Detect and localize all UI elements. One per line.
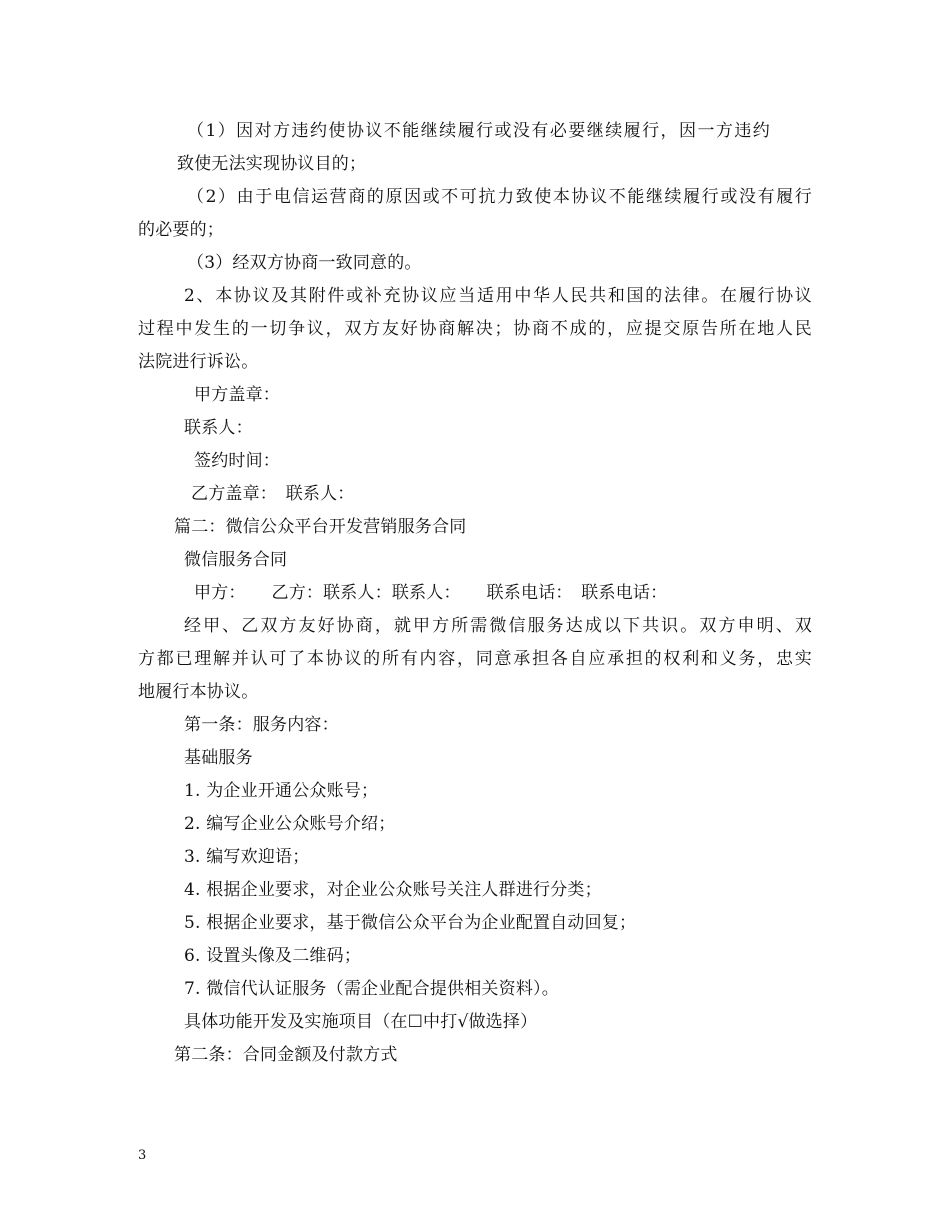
text-line: （2）由于电信运营商的原因或不可抗力致使本协议不能继续履行或没有履行 [187, 187, 812, 207]
text-line: 甲方盖章： [194, 385, 280, 405]
text-line: 经甲、乙双方友好协商，就甲方所需微信服务达成以下共识。双方申明、双 [184, 616, 812, 636]
list-item: 3. 编写欢迎语； [184, 847, 310, 867]
document-title: 微信服务合同 [184, 550, 288, 570]
section-heading: 篇二：微信公众平台开发营销服务合同 [174, 517, 467, 537]
text-line: 的必要的； [138, 220, 224, 240]
list-item: 5. 根据企业要求，基于微信公众平台为企业配置自动回复； [184, 913, 637, 933]
text-line: 第一条：服务内容： [184, 715, 339, 735]
text-line: 甲方： 乙方：联系人：联系人： 联系电话： 联系电话： [194, 583, 668, 603]
text-line: 方都已理解并认可了本协议的所有内容，同意承担各自应承担的权利和义务，忠实 [138, 649, 812, 669]
list-item: 6. 设置头像及二维码； [184, 946, 362, 966]
list-item: 1. 为企业开通公众账号； [184, 781, 379, 801]
text-line: （3）经双方协商一致同意的。 [187, 253, 422, 273]
text-line: 第二条：合同金额及付款方式 [174, 1045, 398, 1065]
text-line: 基础服务 [184, 748, 253, 768]
text-line: 致使无法实现协议目的； [177, 154, 367, 174]
text-line: 法院进行诉讼。 [138, 352, 259, 372]
text-line: （1）因对方违约使协议不能继续履行或没有必要继续履行，因一方违约 [187, 121, 770, 141]
text-line: 签约时间： [194, 451, 280, 471]
list-item: 2. 编写企业公众账号介绍； [184, 814, 396, 834]
text-line: 具体功能开发及实施项目（在☐中打√做选择） [184, 1012, 538, 1032]
text-line: 过程中发生的一切争议，双方友好协商解决；协商不成的，应提交原告所在地人民 [138, 319, 812, 339]
list-item: 4. 根据企业要求，对企业公众账号关注人群进行分类； [184, 880, 602, 900]
text-line: 联系人： [184, 418, 253, 438]
text-line: 地履行本协议。 [138, 682, 259, 702]
page-number: 3 [138, 1148, 147, 1163]
text-line: 乙方盖章： 联系人： [191, 484, 355, 504]
text-line: 2、本协议及其附件或补充协议应当适用中华人民共和国的法律。在履行协议 [184, 286, 812, 306]
list-item: 7. 微信代认证服务（需企业配合提供相关资料）。 [184, 979, 559, 999]
